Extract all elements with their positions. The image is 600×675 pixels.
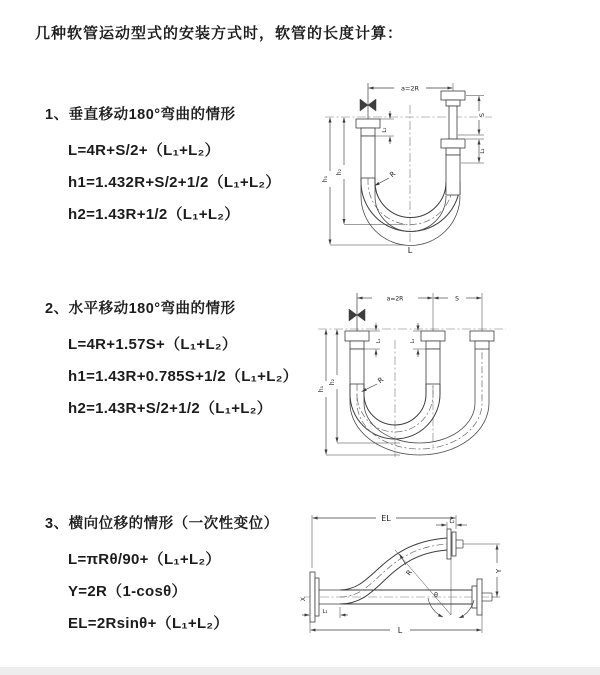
formula-1-h2: h2=1.43R+1/2（L₁+L₂） [68,206,240,223]
dim-label-l1: L₁ [376,338,382,344]
radius-callout [362,376,386,392]
dim-label-r: R [376,375,386,386]
dim-label-l: L [397,626,403,635]
dim-a-2R [358,296,433,303]
right-pipe-fitting [470,293,494,349]
dim-label-s: S [455,295,459,303]
left-pipe-fitting [356,119,380,178]
section-1-heading: 1、垂直移动180°弯曲的情形 [45,107,236,123]
dim-label-h1: h₁ [322,175,329,183]
dim-label-l2: L₂ [410,338,416,344]
section-2 [45,297,315,425]
valve-icon [360,83,376,119]
dim-label-r: R [388,169,398,180]
dim-label-h2: h₂ [329,378,336,386]
left-pipe-fitting [345,331,369,384]
radius-callout [375,170,398,186]
hose-displaced-position [340,538,447,604]
dim-label-y: Y [495,568,503,574]
dim-label-el: EL [381,514,391,523]
right-pipe-fitting [441,91,465,195]
dim-label-l: L [407,246,413,255]
formula-3-L: L=πRθ/90+（L₁+L₂） [68,551,221,568]
section-1 [45,103,315,231]
dim-label-l2: L₂ [449,519,455,525]
hose-position-2 [350,349,489,455]
page-title: 几种软管运动型式的安装方式时，软管的长度计算： [35,25,404,42]
dim-Y [463,544,503,597]
dim-label-h2: h₂ [336,168,343,176]
centerlines [325,105,492,243]
dim-S [458,96,486,136]
diagram-vertical-travel-180-bend [310,75,560,255]
dim-label-h1: h₁ [318,385,325,393]
valve-icon [349,293,365,331]
diagram-horizontal-travel-180-bend [310,285,560,465]
dim-label-l1: L₁ [382,127,388,133]
formula-2-h1: h1=1.43R+0.785S+1/2（L₁+L₂） [68,368,298,385]
formula-1-h1: h1=1.432R+S/2+1/2（L₁+L₂） [68,174,281,191]
section-3 [45,512,315,640]
dim-label-theta: θ [434,591,438,599]
page-edge [0,667,600,675]
dim-label-a2r: a=2R [386,295,404,303]
dim-a-2R [369,83,453,93]
formula-1-L: L=4R+S/2+（L₁+L₂） [68,142,220,159]
formula-3-Y: Y=2R（1-cosθ） [68,583,187,600]
dim-label-l1: L₁ [322,609,328,615]
formula-2-L: L=4R+1.57S+（L₁+L₂） [68,336,238,353]
middle-pipe-fitting [421,293,445,384]
dim-label-l2: L₂ [480,148,486,154]
section-2-heading: 2、水平移动180°弯曲的情形 [45,301,236,317]
dim-L [310,615,482,635]
section-3-heading: 3、横向位移的情形（一次性变位） [45,516,279,532]
dim-label-a2r: a=2R [400,84,420,93]
axis-mark-label: X [300,596,307,602]
diagram-lateral-displacement [300,505,515,645]
formula-3-EL: EL=2Rsinθ+（L₁+L₂） [68,615,229,632]
angle-theta [395,550,474,618]
dim-L2 [436,519,467,529]
dim-label-s: S [478,112,486,118]
top-right-flange-fitting [447,529,463,559]
right-flange-fitting [472,579,492,615]
formula-2-h2: h2=1.43R+S/2+1/2（L₁+L₂） [68,400,273,417]
dim-S [434,296,482,303]
dim-EL [312,514,456,568]
dim-L1 [302,607,348,618]
dim-label-r: R [404,568,415,578]
